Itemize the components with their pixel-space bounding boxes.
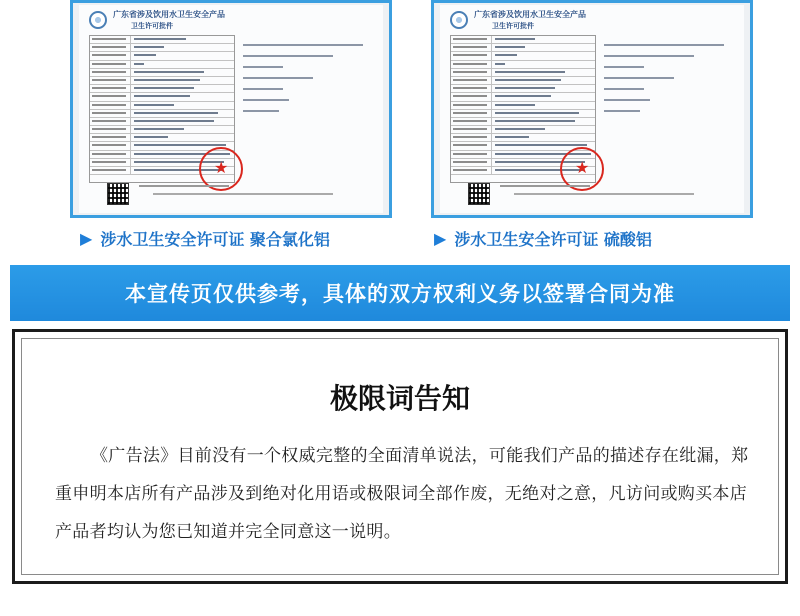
emblem-icon: [450, 11, 468, 29]
notice-inner-frame: [21, 338, 779, 575]
certificate-notes: [602, 35, 742, 183]
triangle-right-icon: ▶: [80, 228, 93, 248]
certificate-subtitle: 卫生许可批件: [131, 21, 173, 30]
notice-body: 《广告法》目前没有一个权威完整的全面清单说法，可能我们产品的描述存在纰漏，郑重申明本店所有产品涉及到绝对化用语或极限词全部作废，无绝对之意，凡访问或购买本店产品者均认为您已知道并完全同意这一说明。: [55, 446, 749, 542]
triangle-right-icon: ▶: [434, 228, 447, 248]
caption-text: 涉水卫生安全许可证 硫酸铝: [454, 229, 652, 249]
certificate-subtitle: 卫生许可批件: [492, 21, 534, 30]
certificate-title: 广东省涉及饮用水卫生安全产品: [113, 9, 225, 19]
disclaimer-banner: [10, 265, 790, 321]
emblem-icon: [89, 11, 107, 29]
certificate-notes: [241, 35, 381, 183]
certificate-caption-right: [434, 226, 652, 250]
certificate-caption-left: [80, 226, 330, 250]
notice-box: [12, 329, 788, 584]
qr-code-icon: [468, 183, 490, 205]
certificate-paper: [79, 5, 383, 213]
certificate-image-left: [70, 0, 392, 218]
certificate-image-right: [431, 0, 753, 218]
banner-text: 本宣传页仅供参考，具体的双方权利义务以签署合同为准: [125, 282, 675, 306]
caption-text: 涉水卫生安全许可证 聚合氯化铝: [100, 229, 330, 249]
qr-code-icon: [107, 183, 129, 205]
notice-title: 极限词告知: [329, 382, 470, 415]
certificate-title: 广东省涉及饮用水卫生安全产品: [474, 9, 586, 19]
certificate-paper: [440, 5, 744, 213]
